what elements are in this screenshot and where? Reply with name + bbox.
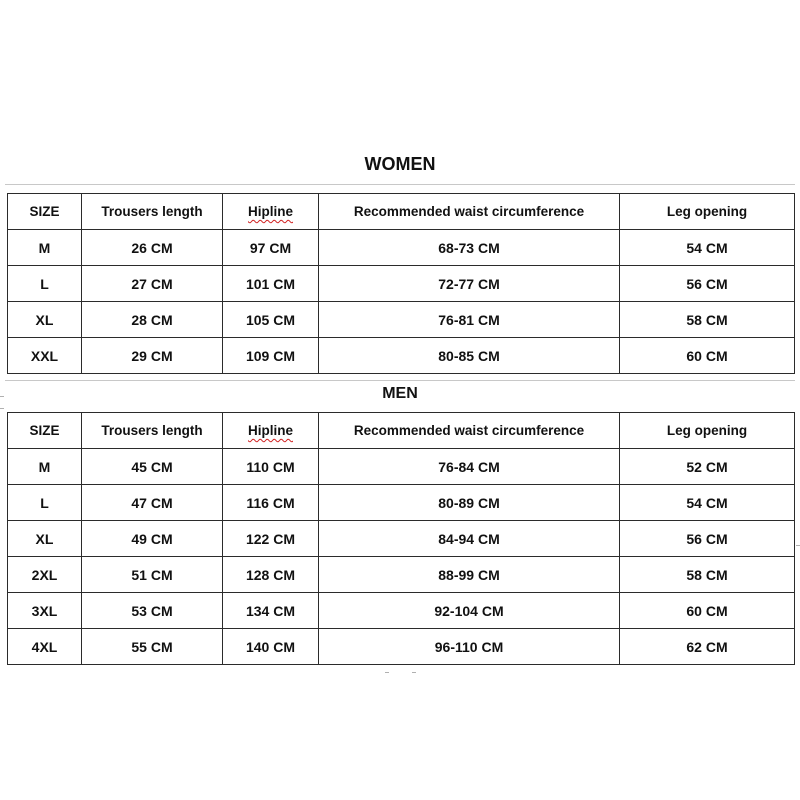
header-size: SIZE (8, 194, 82, 230)
cell-size: 2XL (8, 557, 82, 593)
cell-leg-opening: 60 CM (620, 593, 795, 629)
cell-leg-opening: 56 CM (620, 521, 795, 557)
cell-waist: 68-73 CM (319, 230, 620, 266)
cell-trousers-length: 28 CM (82, 302, 223, 338)
cell-size: M (8, 449, 82, 485)
men-section-title: MEN (382, 385, 418, 402)
cell-trousers-length: 47 CM (82, 485, 223, 521)
stray-mark (412, 672, 416, 673)
header-waist: Recommended waist circumference (319, 413, 620, 449)
stray-mark (0, 396, 4, 397)
table-row (8, 266, 795, 302)
stray-mark (385, 672, 389, 673)
table-row (8, 230, 795, 266)
cell-hipline: 140 CM (223, 629, 319, 665)
cell-hipline: 116 CM (223, 485, 319, 521)
cell-size: L (8, 485, 82, 521)
header-size: SIZE (8, 413, 82, 449)
header-trousers-length: Trousers length (82, 194, 223, 230)
women-section-title: WOMEN (364, 154, 436, 174)
cell-trousers-length: 29 CM (82, 338, 223, 374)
men-size-table (7, 412, 795, 665)
cell-waist: 76-81 CM (319, 302, 620, 338)
cell-leg-opening: 60 CM (620, 338, 795, 374)
cell-waist: 72-77 CM (319, 266, 620, 302)
cell-hipline: 110 CM (223, 449, 319, 485)
header-leg-opening: Leg opening (620, 194, 795, 230)
cell-size: M (8, 230, 82, 266)
cell-waist: 92-104 CM (319, 593, 620, 629)
cell-waist: 96-110 CM (319, 629, 620, 665)
cell-trousers-length: 45 CM (82, 449, 223, 485)
table-row (8, 593, 795, 629)
cell-trousers-length: 51 CM (82, 557, 223, 593)
stray-mark (796, 545, 800, 546)
cell-waist: 88-99 CM (319, 557, 620, 593)
table-row (8, 521, 795, 557)
cell-waist: 80-89 CM (319, 485, 620, 521)
header-trousers-length: Trousers length (82, 413, 223, 449)
table-row (8, 449, 795, 485)
cell-hipline: 109 CM (223, 338, 319, 374)
header-hipline-label: Hipline (247, 423, 293, 438)
cell-leg-opening: 58 CM (620, 557, 795, 593)
cell-trousers-length: 53 CM (82, 593, 223, 629)
table-header-row (8, 194, 795, 230)
cell-hipline: 105 CM (223, 302, 319, 338)
cell-trousers-length: 55 CM (82, 629, 223, 665)
cell-leg-opening: 54 CM (620, 485, 795, 521)
header-leg-opening: Leg opening (620, 413, 795, 449)
middle-divider (5, 380, 795, 381)
cell-waist: 80-85 CM (319, 338, 620, 374)
cell-hipline: 97 CM (223, 230, 319, 266)
table-row (8, 629, 795, 665)
cell-leg-opening: 56 CM (620, 266, 795, 302)
cell-leg-opening: 62 CM (620, 629, 795, 665)
cell-leg-opening: 52 CM (620, 449, 795, 485)
cell-waist: 84-94 CM (319, 521, 620, 557)
header-waist: Recommended waist circumference (319, 194, 620, 230)
cell-leg-opening: 58 CM (620, 302, 795, 338)
cell-size: 4XL (8, 629, 82, 665)
header-hipline-label: Hipline (247, 204, 293, 219)
cell-size: XXL (8, 338, 82, 374)
header-hipline (223, 413, 319, 449)
table-row (8, 302, 795, 338)
table-header-row (8, 413, 795, 449)
cell-trousers-length: 27 CM (82, 266, 223, 302)
table-row (8, 338, 795, 374)
cell-size: 3XL (8, 593, 82, 629)
table-row (8, 557, 795, 593)
women-size-table (7, 193, 795, 374)
top-divider (5, 184, 795, 185)
cell-leg-opening: 54 CM (620, 230, 795, 266)
header-hipline (223, 194, 319, 230)
cell-size: XL (8, 521, 82, 557)
cell-trousers-length: 26 CM (82, 230, 223, 266)
cell-size: XL (8, 302, 82, 338)
cell-waist: 76-84 CM (319, 449, 620, 485)
stray-mark (0, 408, 4, 409)
cell-hipline: 122 CM (223, 521, 319, 557)
cell-hipline: 101 CM (223, 266, 319, 302)
cell-hipline: 134 CM (223, 593, 319, 629)
cell-trousers-length: 49 CM (82, 521, 223, 557)
table-row (8, 485, 795, 521)
cell-hipline: 128 CM (223, 557, 319, 593)
cell-size: L (8, 266, 82, 302)
